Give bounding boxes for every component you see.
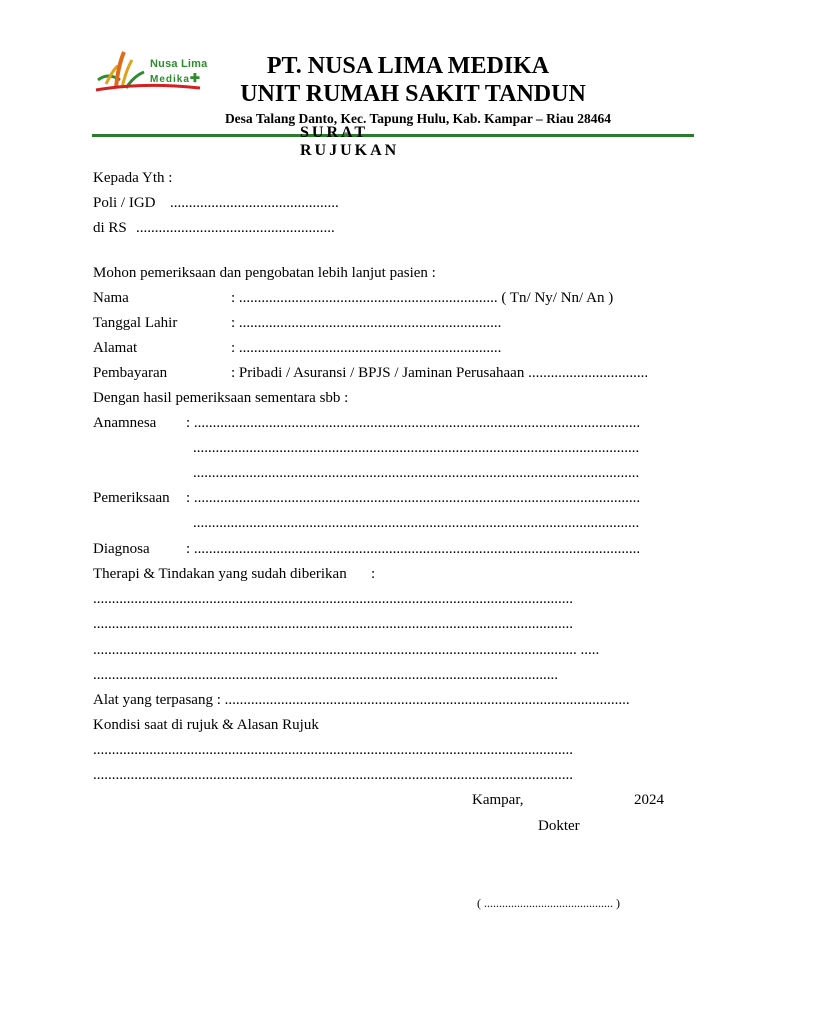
diagnosa-field[interactable]: : ....................................................................................................................... [186,541,641,557]
signature-name-field[interactable]: ( ........................................... ) [477,896,620,910]
company-address: Desa Talang Danto, Kec. Tapung Hulu, Kab. Kampar – Riau 28464 [224,111,612,126]
logo-text-nusa-lima: Nusa Lima [150,58,208,70]
greeting: Kepada Yth : [93,170,173,186]
rs-label: di RS [93,220,127,236]
dob-label: Tanggal Lahir [93,315,178,331]
name-label: Nama [93,290,129,306]
equipment-field[interactable]: Alat yang terpasang : ............................................................................................................ [93,692,630,708]
rs-field[interactable]: ..................................................... [136,220,335,236]
anamnesa-field-2[interactable]: ....................................................................................................................... [193,440,640,456]
signature-place: Kampar, [472,792,524,808]
company-name: PT. NUSA LIMA MEDIKA [266,53,550,79]
address-label: Alamat [93,340,138,356]
payment-field[interactable]: : Pribadi / Asuransi / BPJS / Jaminan Perusahaan ................................ [231,365,649,381]
exam-intro: Dengan hasil pemeriksaan sementara sbb : [93,390,349,406]
name-field[interactable]: : ..................................................................... ( Tn/ Ny/ Nn/ An ) [231,290,614,306]
signature-role: Dokter [538,818,580,834]
therapy-colon: : [371,566,376,582]
anamnesa-field-1[interactable]: : ....................................................................................................................... [186,415,641,431]
therapy-field-2[interactable]: ................................................................................................................................ [93,616,573,632]
dob-field[interactable]: : ...................................................................... [231,315,502,331]
unit-name: UNIT RUMAH SAKIT TANDUN [240,81,586,107]
payment-label: Pembayaran [93,365,168,381]
pemeriksaan-label: Pemeriksaan [93,490,170,506]
header-hidden-text: SURAT RUJUKAN [300,124,400,159]
anamnesa-field-3[interactable]: ....................................................................................................................... [193,465,640,481]
patient-intro: Mohon pemeriksaan dan pengobatan lebih lanjut pasien : [93,265,436,281]
signature-year: 2024 [634,792,664,808]
diagnosa-label: Diagnosa [93,541,150,557]
therapy-field-3[interactable]: ................................................................................................................................. ..... [93,642,600,658]
address-field[interactable]: : ...................................................................... [231,340,502,356]
referral-field-1[interactable]: ................................................................................................................................ [93,742,573,758]
poli-field[interactable]: ............................................. [170,195,339,211]
referral-field-2[interactable]: ................................................................................................................................ [93,767,573,783]
referral-label: Kondisi saat di rujuk & Alasan Rujuk [93,717,319,733]
pemeriksaan-field-2[interactable]: ....................................................................................................................... [193,515,640,531]
poli-label: Poli / IGD [93,195,156,211]
therapy-field-4[interactable]: ............................................................................................................................ [93,667,558,683]
therapy-field-1[interactable]: ................................................................................................................................ [93,591,573,607]
plus-icon: ✚ [189,71,201,85]
logo-text-medika: Medika✚ [150,71,201,85]
anamnesa-label: Anamnesa [93,415,157,431]
therapy-label: Therapi & Tindakan yang sudah diberikan [93,566,347,582]
pemeriksaan-field-1[interactable]: : ....................................................................................................................... [186,490,641,506]
